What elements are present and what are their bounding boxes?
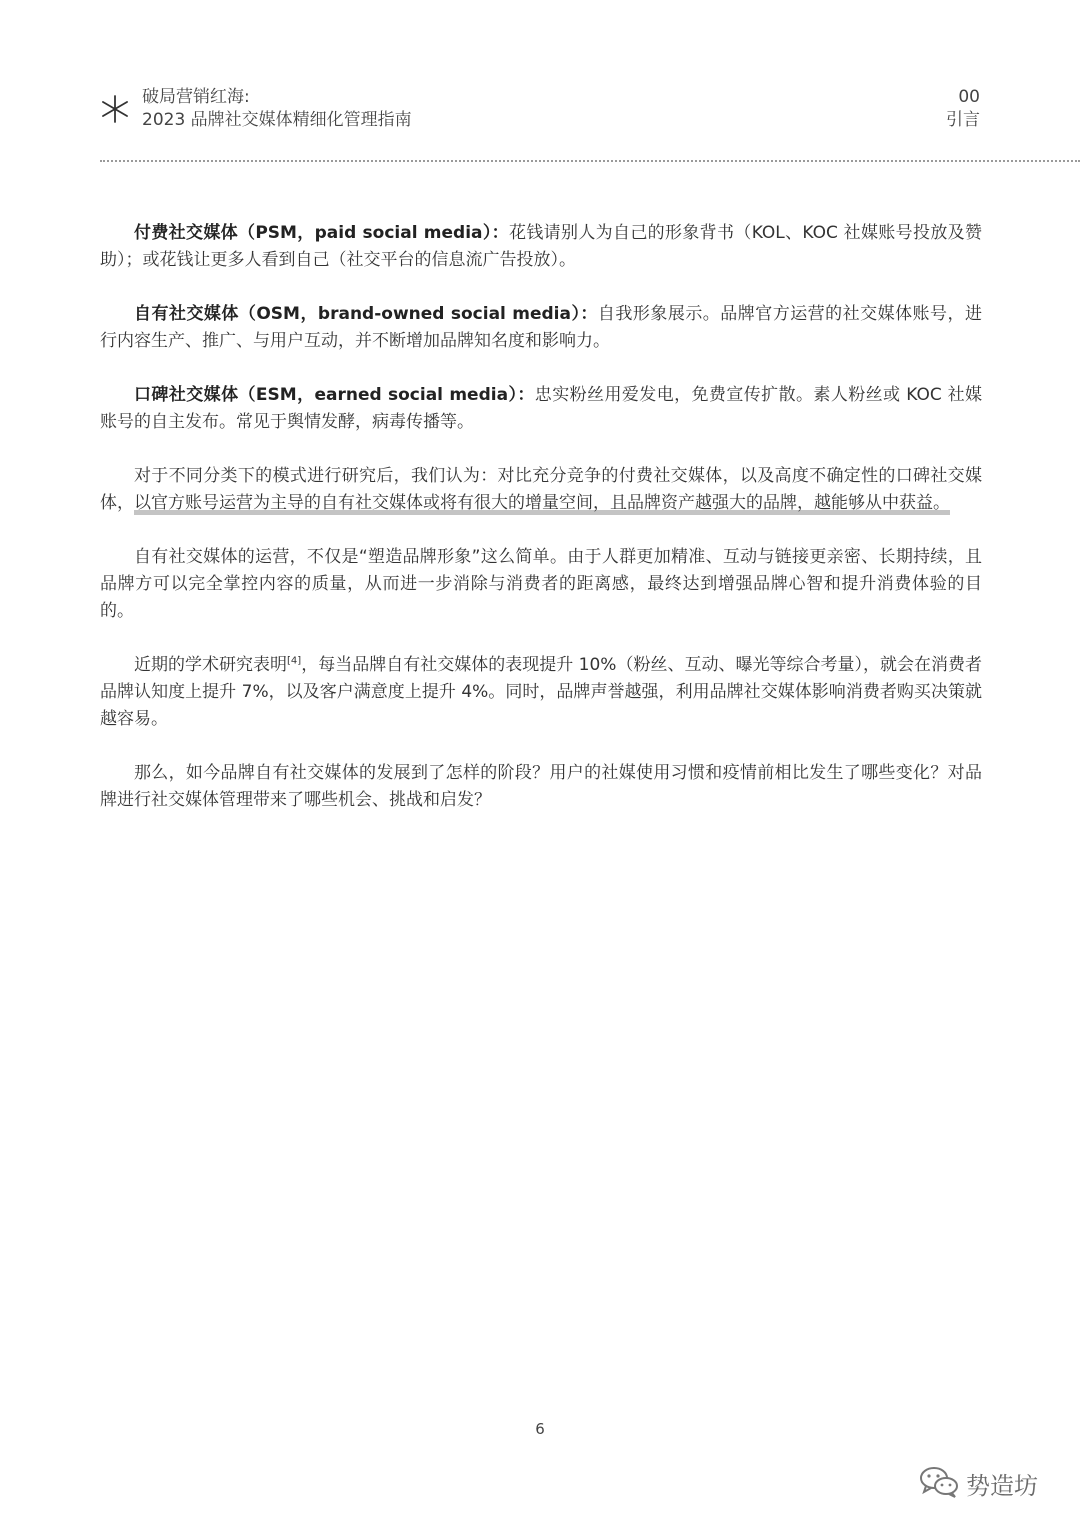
paragraph-research <box>100 652 982 733</box>
definition-osm: 自我形象展示。品牌官方运营的社交媒体账号，进行内容生产、推广、与用户互动，并不断增加品牌知名度和影响力。 <box>100 304 982 351</box>
research-text-before: 近期的学术研究表明 <box>134 655 288 675</box>
wechat-icon <box>918 1464 960 1500</box>
title-line-1: 破局营销红海: <box>142 87 250 107</box>
section-name: 引言 <box>946 110 980 130</box>
document-title <box>142 86 412 132</box>
questions-text: 那么，如今品牌自有社交媒体的发展到了怎样的阶段？用户的社媒使用习惯和疫情前相比发生了哪些变化？对品牌进行社交媒体管理带来了哪些机会、挑战和启发？ <box>100 763 982 810</box>
conclusion-text: 对于不同分类下的模式进行研究后，我们认为：对比充分竞争的付费社交媒体，以及高度不确定性的口碑社交媒体， <box>100 466 982 513</box>
paragraph-questions <box>100 760 982 814</box>
operation-text: 自有社交媒体的运营，不仅是“塑造品牌形象”这么简单。由于人群更加精准、互动与链接更亲密、长期持续，且品牌方可以完全掌控内容的质量，从而进一步消除与消费者的距离感，最终达到增强品牌心智和提升消费体验的目的。 <box>100 547 982 621</box>
section-label <box>946 86 980 132</box>
term-psm: 付费社交媒体（PSM，paid social media）： <box>134 223 509 243</box>
header-divider <box>100 160 1080 162</box>
asterisk-icon <box>100 94 130 124</box>
title-line-2: 2023 品牌社交媒体精细化管理指南 <box>142 110 412 130</box>
page-header <box>100 86 980 134</box>
term-osm: 自有社交媒体（OSM，brand-owned social media）： <box>134 304 598 324</box>
main-content <box>100 220 982 841</box>
paragraph-psm <box>100 220 982 274</box>
paragraph-conclusion <box>100 463 982 517</box>
section-number: 00 <box>958 87 980 107</box>
watermark-text: 势造坊 <box>966 1472 1038 1500</box>
paragraph-operation <box>100 544 982 625</box>
paragraph-esm <box>100 382 982 436</box>
term-esm: 口碑社交媒体（ESM，earned social media）： <box>134 385 535 405</box>
research-text-after: ，每当品牌自有社交媒体的表现提升 10%（粉丝、互动、曝光等综合考量），就会在消费者品牌认知度上提升 7%，以及客户满意度上提升 4%。同时，品牌声誉越强，利用品牌社交媒体影响消费者购买决策就越容易。 <box>100 655 983 729</box>
reference-marker[interactable]: [4] <box>287 655 302 667</box>
definition-esm: 忠实粉丝用爱发电，免费宣传扩散。素人粉丝或 KOC 社媒账号的自主发布。常见于舆情发酵，病毒传播等。 <box>100 385 982 432</box>
page-number: 6 <box>535 1420 545 1438</box>
highlighted-text: 以官方账号运营为主导的自有社交媒体或将有很大的增量空间，且品牌资产越强大的品牌，越能够从中获益。 <box>134 493 950 513</box>
definition-psm: 花钱请别人为自己的形象背书（KOL、KOC 社媒账号投放及赞助）；或花钱让更多人看到自己（社交平台的信息流广告投放）。 <box>100 223 982 270</box>
paragraph-osm <box>100 301 982 355</box>
